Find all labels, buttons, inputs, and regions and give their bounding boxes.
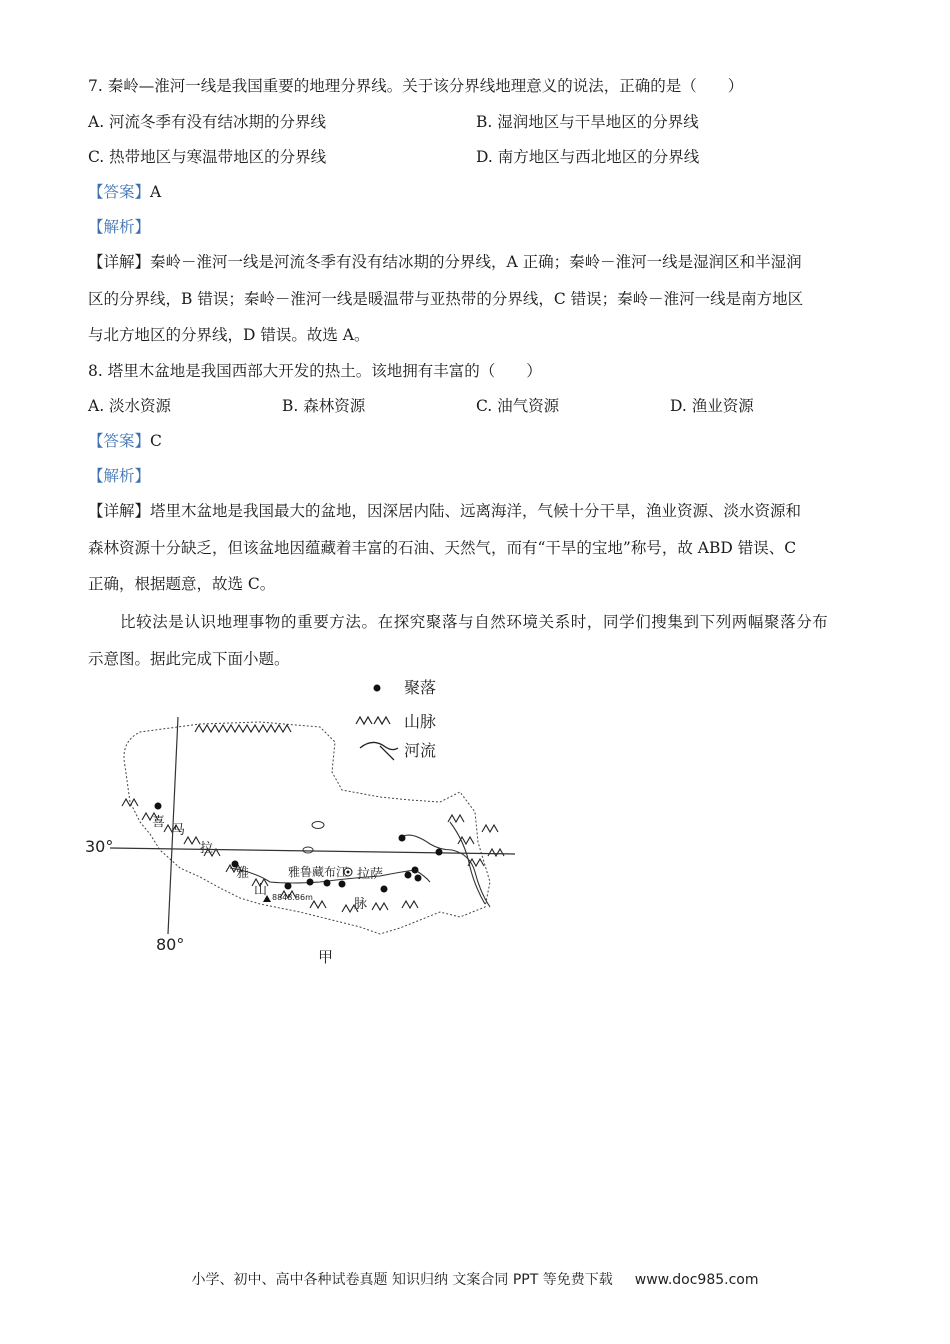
q8-answer-value: C bbox=[150, 432, 162, 450]
lake bbox=[312, 822, 324, 829]
lhasa-label: 拉萨 bbox=[357, 867, 384, 882]
footer-url[interactable]: www.doc985.com bbox=[634, 1272, 759, 1288]
legend-mountain-icon bbox=[356, 717, 390, 724]
settlement-dot bbox=[155, 803, 162, 810]
map-caption: 甲 bbox=[318, 948, 334, 966]
q7-detail-text-1: 秦岭－淮河一线是河流冬季有没有结冰期的分界线，A 正确；秦岭－淮河一线是湿润区和半湿润 bbox=[150, 253, 802, 271]
intro-line-2: 示意图。据此完成下面小题。 bbox=[88, 650, 290, 668]
range-char: 拉 bbox=[200, 841, 214, 856]
legend-river-icon bbox=[360, 742, 398, 760]
q7-option-a: A. 河流冬季有没有结冰期的分界线 bbox=[88, 113, 327, 131]
q7-answer-tag: 【答案】 bbox=[88, 183, 151, 201]
q8-option-a: A. 淡水资源 bbox=[88, 397, 172, 415]
settlement-dot bbox=[412, 867, 419, 874]
q7-detail-line-2: 区的分界线，B 错误；秦岭－淮河一线是暖温带与亚热带的分界线，C 错误；秦岭－淮河一线是南方地区 bbox=[88, 290, 804, 308]
settlement-dot bbox=[415, 875, 422, 882]
peak-elevation-label: 8848.86m bbox=[272, 893, 313, 902]
q7-detail-line-3: 与北方地区的分界线，D 错误。故选 A。 bbox=[88, 326, 370, 344]
q8-analysis-tag: 【解析】 bbox=[88, 467, 151, 485]
legend-mountain-label: 山脉 bbox=[404, 712, 437, 731]
q8-option-b: B. 森林资源 bbox=[282, 397, 366, 415]
river-label: 雅鲁藏布江 bbox=[288, 865, 349, 879]
q8-option-d: D. 渔业资源 bbox=[670, 397, 754, 415]
q8-answer-tag: 【答案】 bbox=[88, 432, 151, 450]
range-char: 马 bbox=[172, 823, 186, 838]
range-char: 脉 bbox=[354, 897, 368, 912]
himalaya-range bbox=[122, 799, 418, 912]
legend-settlement-label: 聚落 bbox=[404, 678, 437, 697]
lake bbox=[303, 847, 313, 853]
legend-settlement-icon bbox=[374, 685, 381, 692]
settlement-map bbox=[80, 672, 520, 972]
footer bbox=[0, 1270, 950, 1290]
settlement-dot bbox=[339, 881, 346, 888]
q7-answer-value: A bbox=[150, 183, 162, 201]
q7-stem: 7. 秦岭—淮河一线是我国重要的地理分界线。关于该分界线地理意义的说法，正确的是（ ） bbox=[88, 77, 744, 95]
settlement-dot bbox=[405, 872, 412, 879]
settlement-dot bbox=[399, 835, 406, 842]
intro-line-1: 比较法是认识地理事物的重要方法。在探究聚落与自然环境关系时，同学们搜集到下列两幅聚落分布 bbox=[120, 613, 829, 631]
q8-detail-tag: 【详解】 bbox=[88, 502, 151, 520]
range-char: 山 bbox=[254, 883, 268, 898]
q7-detail-tag: 【详解】 bbox=[88, 253, 151, 271]
range-char: 喜 bbox=[152, 815, 166, 830]
latitude-label: 30° bbox=[85, 837, 114, 856]
footer-text: 小学、初中、高中各种试卷真题 知识归纳 文案合同 PPT 等免费下载 bbox=[191, 1272, 613, 1288]
settlement-dot bbox=[436, 849, 443, 856]
mountain-range-north bbox=[195, 725, 291, 732]
q8-detail-text-1: 塔里木盆地是我国最大的盆地，因深居内陆、远离海洋，气候十分干旱，渔业资源、淡水资源和 bbox=[150, 502, 802, 520]
q7-answer bbox=[88, 182, 161, 202]
longitude-label: 80° bbox=[156, 935, 185, 954]
range-char: 雅 bbox=[236, 866, 250, 881]
q8-detail-line-2: 森林资源十分缺乏，但该盆地因蕴藏着丰富的石油、天然气，而有“干旱的宝地”称号，故 ABD 错误、C bbox=[88, 539, 797, 557]
q8-option-c: C. 油气资源 bbox=[476, 397, 560, 415]
q8-stem: 8. 塔里木盆地是我国西部大开发的热土。该地拥有丰富的（ ） bbox=[88, 362, 542, 380]
q8-detail-line-1 bbox=[88, 501, 801, 521]
q7-option-c: C. 热带地区与寒温带地区的分界线 bbox=[88, 148, 327, 166]
q8-answer bbox=[88, 431, 162, 451]
settlement-dot bbox=[285, 883, 292, 890]
settlement-dot bbox=[307, 879, 314, 886]
q7-detail-line-1 bbox=[88, 252, 802, 272]
q8-detail-line-3: 正确，根据题意，故选 C。 bbox=[88, 575, 276, 593]
river-east-2 bbox=[450, 822, 485, 904]
mountain-range-east bbox=[448, 815, 504, 866]
settlement-dot bbox=[381, 886, 388, 893]
q7-option-d: D. 南方地区与西北地区的分界线 bbox=[476, 148, 700, 166]
legend-river-label: 河流 bbox=[404, 741, 437, 760]
settlement-dot bbox=[324, 880, 331, 887]
q7-analysis-tag: 【解析】 bbox=[88, 218, 151, 236]
q7-option-b: B. 湿润地区与干旱地区的分界线 bbox=[476, 113, 699, 131]
